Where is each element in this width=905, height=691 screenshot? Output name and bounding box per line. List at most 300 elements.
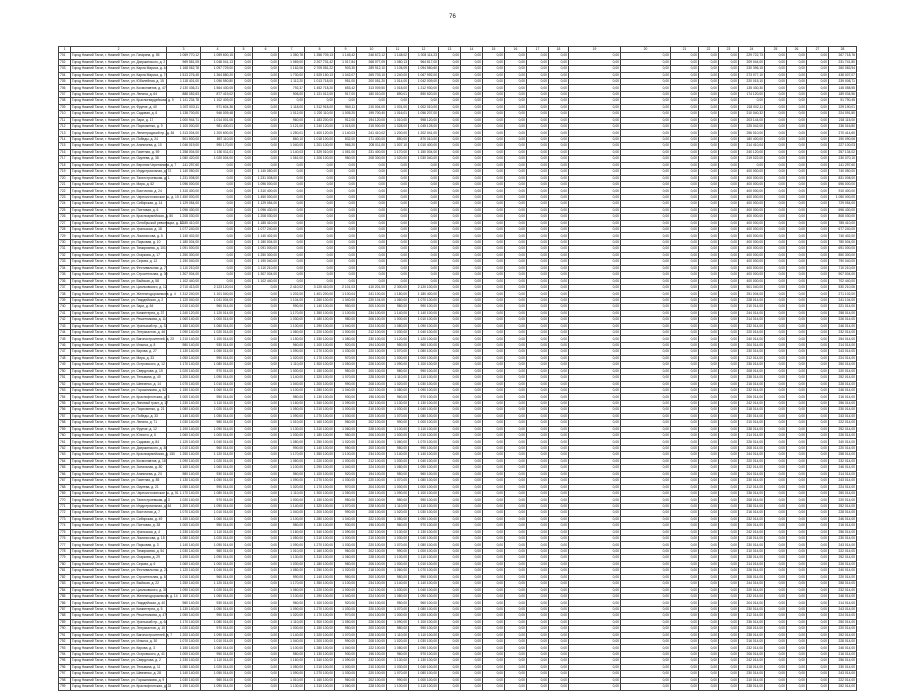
value-cell: 250 014,00 [829,362,857,368]
value-cell: 1 102 440,00 [167,278,201,284]
value-cell: 0,00 [235,278,253,284]
value-cell: 1 070,00 [387,413,409,419]
address-street: Черноисточинское ш., д. 51 [136,491,179,496]
address-street: Парковая, д. 3 [136,542,159,547]
value-cell: 1 040,00 [335,593,357,599]
value-cell: 0,00 [253,529,279,535]
value-cell: 0,00 [807,632,829,638]
value-cell: 210 014,00 [739,420,765,426]
value-cell: 0,00 [719,651,739,657]
value-cell: 0,00 [807,143,829,149]
value-cell: 0,00 [765,600,787,606]
address-cell [71,181,167,187]
value-cell: 0,00 [569,593,621,599]
value-cell: 400 000,00 [739,220,765,226]
value-cell: 204 100,00 [357,355,387,361]
value-cell: 0,00 [765,342,787,348]
value-cell: 0,00 [569,497,621,503]
value-cell: 0,00 [699,124,719,130]
row-number: 756 [59,407,71,413]
value-cell: 0,00 [483,233,505,239]
address-street: Липовый тракт, д. 17 [136,400,169,405]
value-cell: 0,00 [719,632,739,638]
value-cell: 901 500,00 [167,136,201,142]
value-cell: 0,00 [483,600,505,606]
value-cell: 252 014,00 [829,426,857,432]
value-cell: 208 014,00 [739,574,765,580]
value-cell: 0,00 [807,671,829,677]
value-cell: 0,00 [439,169,461,175]
value-cell: 0,00 [569,542,621,548]
value-cell: 0,00 [569,632,621,638]
value-cell: 0,00 [699,207,719,213]
value-cell: 0,00 [807,613,829,619]
value-cell: 0,00 [253,684,279,690]
value-cell: 1 160 140,00 [167,323,201,329]
value-cell: 0,00 [387,214,409,220]
address-street: Уральская, д. 18 [136,227,162,232]
value-cell: 0,00 [253,162,279,168]
value-cell: 0,00 [527,639,549,645]
value-cell: 0,00 [505,85,527,91]
value-cell: 0,00 [505,613,527,619]
value-cell: 0,00 [569,175,621,181]
value-cell: 0,00 [527,78,549,84]
value-cell: 0,00 [807,342,829,348]
address-street: Железнодорожников, д. 4 [136,291,176,296]
value-cell: 0,00 [549,484,569,490]
value-cell: 1 320 100,00 [305,503,335,509]
address-street: Свердлова, д. 19 [136,368,163,373]
address-street: Черноисточинское ш., д. 19 [136,194,179,199]
value-cell: 438 007,07 [829,72,857,78]
value-cell: 216 014,00 [739,639,765,645]
value-cell: 1 040,00 [335,465,357,471]
value-cell: 0,00 [787,561,807,567]
value-cell: 0,00 [807,555,829,561]
value-cell: 0,00 [235,394,253,400]
value-cell: 226 014,00 [829,317,857,323]
value-cell: 0,00 [235,124,253,130]
value-cell: 1 010 140,00 [167,574,201,580]
value-cell: 0,00 [719,619,739,625]
value-cell: 0,00 [527,632,549,638]
value-cell: 0,00 [569,381,621,387]
value-cell: 1 050 140,00 [167,355,201,361]
value-cell: 220 104,00 [357,297,387,303]
value-cell: 0,00 [235,400,253,406]
value-cell: 0,00 [461,284,483,290]
value-cell: 0,00 [621,265,671,271]
value-cell: 0,00 [527,239,549,245]
address-prefix: Город Нижний Тагил, г. Нижний Тагил, ул. [72,413,136,418]
value-cell: 0,00 [699,227,719,233]
value-cell: 0,00 [461,684,483,690]
value-cell: 0,00 [787,497,807,503]
value-cell: 0,00 [527,246,549,252]
value-cell: 0,00 [719,214,739,220]
value-cell: 0,00 [719,98,739,104]
value-cell: 0,00 [549,471,569,477]
value-cell: 1 050 014,00 [201,542,235,548]
value-cell: 0,00 [439,162,461,168]
value-cell: 1 040 014,00 [201,439,235,445]
value-cell: 1 100,00 [279,387,305,393]
value-cell: 0,00 [505,510,527,516]
value-cell: 0,00 [765,220,787,226]
value-cell: 0,00 [439,117,461,123]
value-cell: 0,00 [621,362,671,368]
value-cell: 1 100,00 [387,684,409,690]
value-cell: 0,00 [483,439,505,445]
value-cell: 0,00 [549,420,569,426]
value-cell: 0,00 [201,252,235,258]
value-cell: 0,00 [527,677,549,683]
value-cell: 0,00 [765,72,787,78]
value-cell: 232 100,00 [357,400,387,406]
value-cell: 0,00 [439,98,461,104]
value-cell: 0,00 [671,471,699,477]
value-cell: 0,00 [253,581,279,587]
value-cell: 1 090 014,00 [201,555,235,561]
value-cell: 0,00 [765,413,787,419]
value-cell: 0,00 [483,574,505,580]
value-cell: 0,00 [699,420,719,426]
address-cell [71,362,167,368]
value-cell: 0,00 [719,664,739,670]
value-cell: 0,00 [569,548,621,554]
value-cell: 0,00 [671,619,699,625]
column-header: 23 [719,47,739,53]
value-cell: 0,00 [719,471,739,477]
value-cell: 0,00 [483,265,505,271]
value-cell: 0,00 [549,684,569,690]
value-cell: 0,00 [765,201,787,207]
value-cell: 0,00 [549,639,569,645]
value-cell: 1 206 100,00 [305,156,335,162]
address-street: Шевченко, д. 14 [136,381,161,386]
value-cell: 0,00 [461,53,483,59]
value-cell: 1 046 019,00 [167,143,201,149]
row-number: 748 [59,355,71,361]
column-header: 26 [787,47,807,53]
value-cell: 1 042 009,00 [409,78,439,84]
value-cell: 0,00 [235,510,253,516]
value-cell: 0,00 [549,645,569,651]
value-cell: 0,00 [505,619,527,625]
value-cell: 0,00 [671,664,699,670]
value-cell: 0,00 [719,523,739,529]
address-prefix: Город Нижний Тагил, г. Нижний Тагил, ул. [72,233,136,238]
value-cell: 0,00 [569,368,621,374]
value-cell: 1 140,00 [387,581,409,587]
address-cell [71,336,174,342]
value-cell: 0,00 [253,503,279,509]
value-cell: 0,00 [235,387,253,393]
value-cell: 980 140,00 [167,600,201,606]
value-cell: 0,00 [765,497,787,503]
value-cell: 960,00 [387,394,409,400]
value-cell: 0,00 [621,375,671,381]
row-number: 752 [59,381,71,387]
value-cell: 0,00 [439,284,461,290]
address-cell [71,278,167,284]
value-cell: 1 162,06 [279,66,305,72]
value-cell: 1 070,00 [387,349,409,355]
value-cell: 950,00 [335,445,357,451]
value-cell: 1 080 140,00 [167,664,201,670]
value-cell: 1 090,00 [279,671,305,677]
value-cell: 1 350 100,00 [305,452,335,458]
value-cell: 1 060 140,00 [167,561,201,567]
address-cell [71,568,167,574]
value-cell: 226 014,00 [829,433,857,439]
value-cell: 0,00 [569,574,621,580]
value-cell: 0,00 [699,677,719,683]
value-cell: 0,00 [807,420,829,426]
value-cell: 238 014,00 [739,632,765,638]
value-cell: 0,00 [461,671,483,677]
value-cell: 0,00 [765,239,787,245]
value-cell: 0,00 [765,484,787,490]
address-cell [71,136,167,142]
value-cell: 1 105,09 [387,66,409,72]
value-cell: 0,00 [505,465,527,471]
value-cell: 0,00 [505,600,527,606]
value-cell: 1 080,00 [387,387,409,393]
value-cell: 0,00 [671,323,699,329]
value-cell: 246 014,00 [829,516,857,522]
value-cell: 0,00 [787,478,807,484]
value-cell: 0,00 [621,246,671,252]
value-cell: 0,00 [719,645,739,651]
value-cell: 0,00 [439,465,461,471]
value-cell: 0,00 [461,426,483,432]
value-cell: 0,00 [201,194,235,200]
value-cell: 0,00 [807,220,829,226]
value-cell: 0,00 [253,336,279,342]
address-street: Вагоностроителей, д. 23 [136,336,174,341]
value-cell: 1 000 140,00 [167,394,201,400]
value-cell: 0,00 [439,581,461,587]
value-cell: 0,00 [505,458,527,464]
value-cell: 0,00 [527,684,549,690]
value-cell: 0,00 [621,490,671,496]
value-cell: 0,00 [527,317,549,323]
address-street: Кирова, д. 27 [136,349,157,354]
value-cell: 0,00 [549,497,569,503]
value-cell: 0,00 [549,355,569,361]
value-cell: 0,00 [461,66,483,72]
row-number: 759 [59,426,71,432]
value-cell: 214 014,00 [829,600,857,606]
value-cell: 0,00 [671,207,699,213]
value-cell: 1 250 140,00 [167,581,201,587]
value-cell: 0,00 [549,117,569,123]
value-cell: 1 160,00 [279,400,305,406]
value-cell: 0,00 [787,542,807,548]
value-cell: 0,00 [505,445,527,451]
value-cell: 0,00 [461,355,483,361]
value-cell: 0,00 [719,458,739,464]
value-cell: 0,00 [621,72,671,78]
value-cell: 203 144,00 [739,117,765,123]
address-cell [71,124,167,130]
value-cell: 246 014,00 [829,593,857,599]
value-cell: 0,00 [549,265,569,271]
value-cell: 0,00 [527,272,549,278]
value-cell: 950,00 [387,600,409,606]
value-cell: 0,00 [253,484,279,490]
address-cell [71,349,167,355]
value-cell: 1 231 008,00 [253,175,279,181]
value-cell: 0,00 [719,387,739,393]
value-cell: 0,00 [787,413,807,419]
value-cell: 0,00 [787,362,807,368]
address-street: Серова, д. 6 [136,561,156,566]
value-cell: 0,00 [461,272,483,278]
value-cell: 0,00 [807,658,829,664]
address-cell [71,433,167,439]
value-cell: 0,00 [787,606,807,612]
value-cell: 256 010,00 [739,130,765,136]
value-cell: 0,00 [235,568,253,574]
value-cell: 0,00 [765,188,787,194]
value-cell: 0,00 [461,542,483,548]
value-cell: 1 061,00 [279,156,305,162]
value-cell: 0,00 [671,542,699,548]
value-cell: 0,00 [807,574,829,580]
value-cell: 980 014,00 [201,548,235,554]
value-cell: 0,00 [439,233,461,239]
address-prefix: Город Нижний Тагил, г. Нижний Тагил, ул. [72,156,136,161]
value-cell: 1 313 004,00 [167,130,201,136]
value-cell: 920,00 [335,342,357,348]
value-cell: 0,00 [671,246,699,252]
address-prefix: Город Нижний Тагил, г. Нижний Тагил, ул. [72,175,136,180]
value-cell: 210 100,00 [357,536,387,542]
value-cell: 0,00 [461,304,483,310]
value-cell: 0,00 [699,684,719,690]
value-cell: 1 110 014,00 [201,658,235,664]
value-cell: 208 014,00 [739,445,765,451]
value-cell: 0,00 [549,259,569,265]
value-cell: 1 110 014,00 [201,529,235,535]
value-cell: 0,00 [765,613,787,619]
value-cell: 0,00 [505,175,527,181]
value-cell: 0,00 [569,104,621,110]
value-cell: 0,00 [569,387,621,393]
value-cell: 0,00 [807,619,829,625]
value-cell: 0,00 [699,239,719,245]
value-cell: 0,00 [719,323,739,329]
value-cell: 0,00 [621,214,671,220]
value-cell: 0,00 [279,214,305,220]
value-cell: 0,00 [527,413,549,419]
value-cell: 0,00 [461,156,483,162]
value-cell: 980 014,00 [201,677,235,683]
value-cell: 194 100,00 [357,471,387,477]
value-cell: 0,00 [335,169,357,175]
value-cell: 0,00 [671,407,699,413]
value-cell: 1 140 100,00 [305,445,335,451]
value-cell: 0,00 [719,85,739,91]
value-cell: 1 130 100,00 [305,523,335,529]
value-cell: 0,00 [387,252,409,258]
value-cell: 1 100,00 [279,323,305,329]
value-cell: 1 110,00 [279,362,305,368]
value-cell: 0,00 [483,156,505,162]
value-cell: 0,00 [765,362,787,368]
value-cell: 0,00 [621,304,671,310]
address-street: Горошникова, д. 9 [136,677,165,682]
value-cell: 1 110 100,00 [409,503,439,509]
row-number: 761 [59,439,71,445]
value-cell: 950,00 [335,626,357,632]
value-cell: 0,00 [235,478,253,484]
value-cell: 0,00 [527,587,549,593]
value-cell: 907 004,00 [829,272,857,278]
value-cell: 0,00 [699,632,719,638]
value-cell: 199 700,40 [357,111,387,117]
value-cell: 971 604,36 [201,104,235,110]
value-cell: 890 520,00 [409,91,439,97]
value-cell: 0,00 [719,497,739,503]
value-cell: 0,00 [699,465,719,471]
value-cell: 0,00 [483,342,505,348]
address-cell [71,53,167,59]
value-cell: 0,00 [527,214,549,220]
value-cell: 271 102,00 [829,291,857,297]
value-cell: 0,00 [461,162,483,168]
address-cell [71,684,172,690]
value-cell: 145 058,55 [829,85,857,91]
address-cell [71,355,167,361]
value-cell: 243 014,00 [829,413,857,419]
value-cell: 1 080 100,00 [409,349,439,355]
address-street: Дзержинского, д. 2 [136,59,166,64]
value-cell: 0,00 [765,645,787,651]
value-cell: 0,00 [671,510,699,516]
value-cell: 0,00 [787,297,807,303]
value-cell: 1 300 100,00 [305,619,335,625]
value-cell: 0,00 [357,214,387,220]
value-cell: 0,00 [787,349,807,355]
value-cell: 0,00 [387,194,409,200]
value-cell: 0,00 [699,400,719,406]
value-cell: 0,00 [235,433,253,439]
value-cell: 0,00 [235,265,253,271]
value-cell: 0,00 [807,304,829,310]
value-cell: 1 090 100,00 [409,645,439,651]
value-cell: 0,00 [719,362,739,368]
value-cell: 740 402,00 [829,233,857,239]
value-cell: 1 140,03 [279,149,305,155]
address-street: Ильича, д. 8 [136,343,156,347]
value-cell: 219 022,00 [739,156,765,162]
value-cell: 980,00 [279,651,305,657]
value-cell: 228 014,00 [829,381,857,387]
value-cell: 0,00 [699,381,719,387]
value-cell: 1 150 140,00 [167,516,201,522]
address-street: Кирова, д. 3 [136,645,155,650]
value-cell: 0,00 [439,136,461,142]
value-cell: 0,00 [483,613,505,619]
value-cell: 0,00 [621,272,671,278]
value-cell: 1 210 100,00 [305,407,335,413]
value-cell: 1 110 100,00 [409,375,439,381]
value-cell: 2 101,03 [335,284,357,290]
